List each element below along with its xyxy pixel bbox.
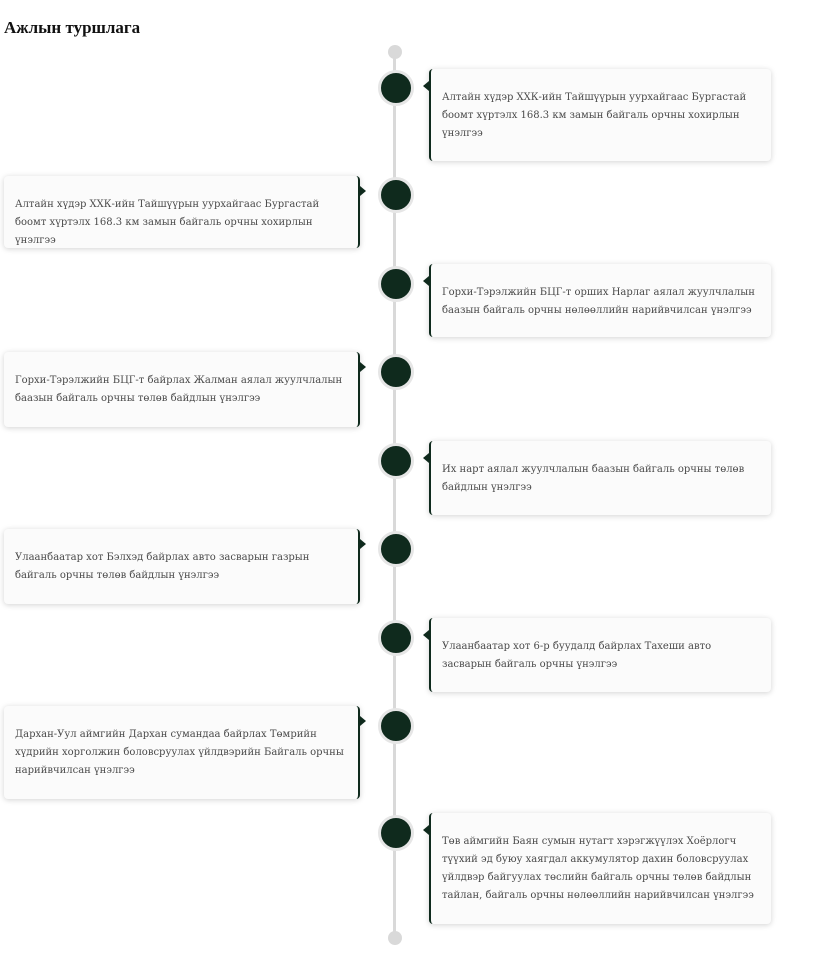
timeline-card bbox=[4, 529, 360, 604]
timeline-node bbox=[378, 266, 414, 302]
page-title: Ажлын туршлага bbox=[4, 18, 141, 37]
timeline-node bbox=[378, 177, 414, 213]
timeline-card bbox=[429, 813, 771, 924]
timeline-node bbox=[378, 708, 414, 744]
timeline-node bbox=[378, 620, 414, 656]
timeline-card-text: Горхи-Тэрэлжийн БЦГ-т орших Нарлаг аялал жуулчлалын баазын байгаль орчны нөлөөллийн нарийвчилсан үнэлгээ bbox=[442, 287, 755, 316]
timeline-card-text: Төв аймгийн Баян сумын нутагт хэрэгжүүлэх Хоёрлогч түүхий эд буюу хаягдал аккумулятор дахин боловсруулах үйлдвэр байгуулах төслийн байгаль орчны төлөв байдлын тайлан, байгаль орчны нөлөөллийн нарийвчилсан үнэлгээ bbox=[442, 836, 754, 901]
timeline-node bbox=[378, 815, 414, 851]
timeline-card-text: Алтайн хүдэр ХХК-ийн Тайшүүрын уурхайгаас Бургастай боомт хүртэлх 168.3 км замын байгаль орчны хохирлын үнэлгээ bbox=[442, 92, 747, 139]
timeline-card bbox=[4, 706, 360, 799]
timeline-node bbox=[378, 443, 414, 479]
timeline-card-text: Дархан-Уул аймгийн Дархан сумандаа байрлах Төмрийн хүдрийн хорголжин боловсруулах үйлдвэрийн Байгаль орчны нарийвчилсан үнэлгээ bbox=[15, 729, 344, 776]
timeline-card bbox=[429, 69, 771, 161]
timeline-card bbox=[429, 618, 771, 692]
timeline-node bbox=[378, 531, 414, 567]
timeline-card bbox=[4, 352, 360, 427]
timeline-card bbox=[4, 176, 360, 248]
timeline-start-dot bbox=[388, 45, 402, 59]
timeline-card-text: Алтайн хүдэр ХХК-ийн Тайшүүрын уурхайгаас Бургастай боомт хүртэлх 168.3 км замын байгаль орчны хохирлын үнэлгээ bbox=[15, 199, 320, 246]
timeline-node bbox=[378, 70, 414, 106]
timeline-card-text: Горхи-Тэрэлжийн БЦГ-т байрлах Жалман аялал жуулчлалын баазын байгаль орчны төлөв байдлын үнэлгээ bbox=[15, 375, 343, 404]
timeline-card-text: Улаанбаатар хот Бэлхэд байрлах авто засварын газрын байгаль орчны төлөв байдлын үнэлгээ bbox=[15, 552, 310, 581]
timeline-card bbox=[429, 441, 771, 515]
timeline-node bbox=[378, 354, 414, 390]
timeline-card bbox=[429, 264, 771, 337]
timeline-card-text: Их нарт аялал жуулчлалын баазын байгаль орчны төлөв байдлын үнэлгээ bbox=[442, 464, 745, 493]
timeline-end-dot bbox=[388, 931, 402, 945]
timeline-card-text: Улаанбаатар хот 6-р буудалд байрлах Тахеши авто засварын байгаль орчны үнэлгээ bbox=[442, 641, 712, 670]
